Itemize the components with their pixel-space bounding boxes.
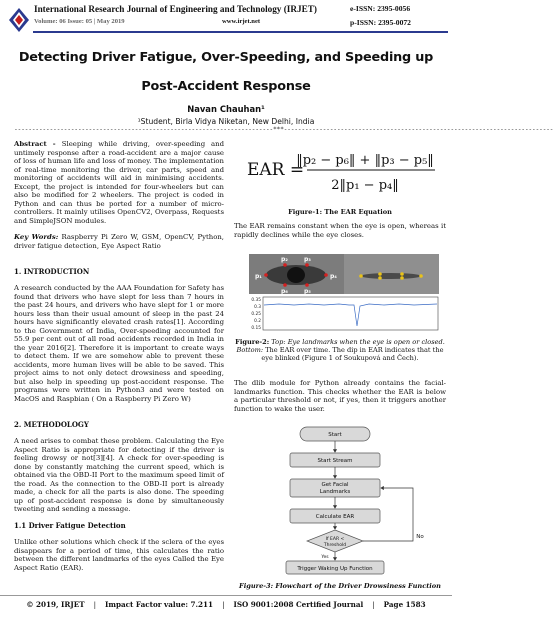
label-p2: p₂ <box>281 256 288 263</box>
flow-stream-label: Start Stream <box>317 458 353 464</box>
footer-copyright: © 2019, IRJET <box>26 600 85 609</box>
fig2-rest: The EAR over time. The dip in EAR indicates that the eye blinked (Figure 1 of Soukupová and Čech). <box>261 346 444 362</box>
eye-landmark-image <box>249 254 439 294</box>
drowsiness-flowchart <box>248 424 440 576</box>
ear-over-time-plot <box>249 296 439 332</box>
flow-yes-label: Yes <box>321 555 329 560</box>
figure-1-caption: Figure-1: The EAR Equation <box>288 208 392 216</box>
fig2-italic: Top: Eye landmarks when the eye is open or closed. Bottom: <box>236 338 445 354</box>
header-rule <box>33 31 448 33</box>
flow-landmarks-label-2: Landmarks <box>319 489 351 495</box>
journal-url[interactable]: www.irjet.net <box>222 18 261 25</box>
tick-0-15: 0.15 <box>251 326 261 331</box>
tick-0-25: 0.25 <box>251 312 261 317</box>
eq-denominator: 2‖p₁ − p₄‖ <box>331 178 399 193</box>
figure-3-caption: Figure-3: Flowchart of the Driver Drowsiness Function <box>239 582 441 590</box>
ear-equation <box>247 142 437 198</box>
label-p4: p₄ <box>330 273 337 280</box>
keywords-text: Raspberry Pi Zero W, GSM, OpenCV, Python, driver fatigue detection, Eye Aspect Ratio <box>14 233 224 250</box>
footer-impact: Impact Factor value: 7.211 <box>105 600 214 609</box>
eq-lhs: EAR = <box>247 160 305 180</box>
page-footer <box>0 600 452 609</box>
footer-iso: ISO 9001:2008 Certified Journal <box>233 600 364 609</box>
footer-page: Page 1583 <box>383 600 426 609</box>
footer-sep-2: | <box>222 600 225 609</box>
fig2-label: Figure-2: <box>235 338 270 346</box>
abstract-label: Abstract - <box>14 140 62 148</box>
flow-trigger-label: Trigger Waking Up Function <box>297 566 373 572</box>
keywords <box>14 233 224 250</box>
methodology-heading: 2. METHODOLOGY <box>14 420 89 429</box>
label-p5: p₅ <box>304 288 311 295</box>
journal-header <box>0 0 452 42</box>
dlib-paragraph: The dlib module for Python already contains the facial-landmarks function. This checks whether the EAR is below a particular threshold or not, if yes, then it triggers another function to wake the user. <box>234 379 446 413</box>
flow-no-label: No <box>416 534 424 540</box>
irjet-logo <box>8 7 30 33</box>
intro-heading: 1. INTRODUCTION <box>14 267 90 276</box>
footer-sep-3: | <box>372 600 375 609</box>
journal-name: International Research Journal of Engineering and Technology (IRJET) <box>34 4 317 14</box>
flow-decision-label-2: Threshold <box>323 543 347 548</box>
label-p1: p₁ <box>255 273 262 280</box>
author-affiliation: ¹Student, Birla Vidya Niketan, New Delhi, India <box>137 117 315 126</box>
volume-issue: Volume: 06 Issue: 05 | May 2019 <box>34 18 125 25</box>
abstract <box>14 140 224 225</box>
eq-numerator: ‖p₂ − p₆‖ + ‖p₃ − p₅‖ <box>296 153 434 168</box>
tick-0-2: 0.2 <box>254 319 261 324</box>
label-p3: p₃ <box>304 256 311 263</box>
e-issn: e-ISSN: 2395-0056 <box>350 4 411 13</box>
methodology-text: A need arises to combat these problem. Calculating the Eye Aspect Ratio is appropriate for detecting if the driver is feeling drowsy or not[3][4]. A check for over-speeding is done by constantly matching the current speed, which is obtained via the OBD-II Port to the maximum speed limit of the road. As the connection to the OBD-II port is already made, a check for all the parts is also done. The speeding up of post-accident response is done by simultaneously tweeting and sending a message. <box>14 437 224 513</box>
intro-text: A research conducted by the AAA Foundation for Safety has found that drivers who have slept for less than 7 hours in the past 24 hours, and drivers who have slept for 1 or more hours less than their usual amount of sleep in the past 24 hours have significantly elevated crash rates[1]. According to the Government of India, Over-speeding accounted for 55.9 per cent out of all road accidents recorded in India in the year 2016[2]. Therefore it is important to create ways to detect them. If we are somehow able to prevent these accidents, more human lives will be able to be saved. This project aims to not only detect drowsiness and speeding, but also help in speeding up post-accident response. The programs were written in Python3 and were tested on MacOS and Raspbian ( On a Raspberry Pi Zero W) <box>14 284 225 403</box>
footer-sep-1: | <box>93 600 97 609</box>
keywords-label: Key Words: <box>14 233 59 241</box>
paper-title-line-2: Post-Accident Response <box>141 79 311 94</box>
abstract-text: Sleeping while driving, over-speeding and untimely response after a road-accident are a major cause of loss of human life and loss of money. The implementation of real-time monitoring the driver, car parts, speed and monitoring of accidents will aid in minimising accidents. Except, the project is intended for four-wheelers but can also be modified for 2 wheelers. The project is coded in Python and can thus be ported for a number of micro-controllers. It mainly utilises OpenCV2, Overpass, Requests and SimpleJSON modules. <box>14 140 225 225</box>
paper-title-line-1: Detecting Driver Fatigue, Over-Speeding, and Speeding up <box>18 50 434 65</box>
flow-start-label: Start <box>328 432 342 438</box>
tick-0-3: 0.3 <box>254 305 261 310</box>
label-p6: p₆ <box>281 288 288 295</box>
flow-landmarks-label-1: Get Facial <box>321 482 349 488</box>
flow-decision-label-1: If EAR < <box>325 537 345 542</box>
tick-0-35: 0.35 <box>251 298 261 303</box>
footer-rule <box>0 595 452 596</box>
subsection-text: Unlike other solutions which check if the sclera of the eyes disappears for a period of time, this calculates the ratio between the different landmarks of the eyes Called the Eye Aspect Ratio (EAR). <box>14 538 224 572</box>
separator-line: -------------------------------------------------------------------------***---------------------------------------------------------------------------- <box>14 125 553 133</box>
figure-2-caption <box>234 338 446 362</box>
flow-calc-label: Calculate EAR <box>315 514 355 520</box>
subsection-heading: 1.1 Driver Fatigue Detection <box>14 521 126 530</box>
p-issn: p-ISSN: 2395-0072 <box>350 18 411 27</box>
author-name: Navan Chauhan¹ <box>187 104 265 114</box>
ear-paragraph: The EAR remains constant when the eye is open, whereas it rapidly declines while the eye closes. <box>234 222 446 239</box>
